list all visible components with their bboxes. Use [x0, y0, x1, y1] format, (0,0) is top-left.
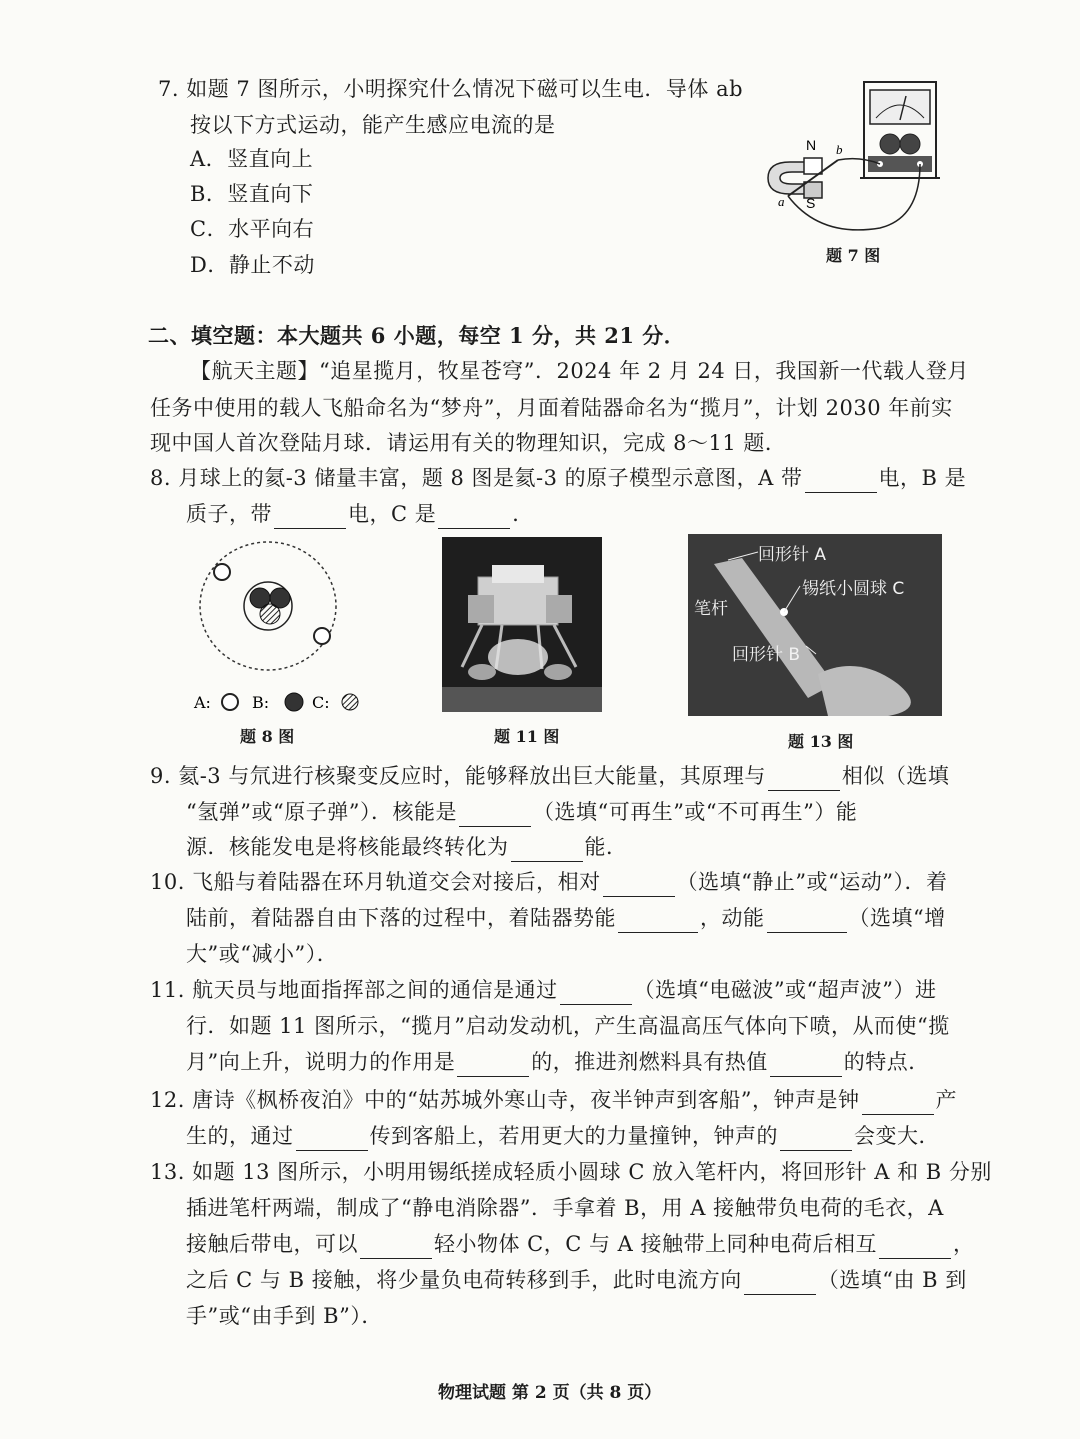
q8-blank-2[interactable]	[274, 506, 346, 529]
label-paperclip-a: 回形针 A	[758, 545, 827, 565]
q12-line1-text-b: 产	[935, 1088, 958, 1112]
q10-blank-1[interactable]	[603, 874, 675, 897]
legend-a-icon	[222, 694, 238, 710]
q8-line2-text-c: ．	[512, 502, 534, 526]
magnet-south-label: S	[806, 195, 816, 211]
q9-blank-3[interactable]	[511, 839, 583, 862]
q13-line2: 插进笔杆两端，制成了“静电消除器”．手拿着 B，用 A 接触带负电荷的毛衣，A	[186, 1196, 944, 1220]
section-2-title: 二、填空题：本大题共 6 小题，每空 1 分，共 21 分．	[148, 323, 686, 348]
conductor-b-label: b	[836, 142, 843, 157]
q9-line1-text-a: 9. 氦-3 与氘进行核聚变反应时，能够释放出巨大能量，其原理与	[150, 764, 766, 788]
q13-line4	[186, 1265, 967, 1295]
section-2-intro-line1: 【航天主题】“追星揽月，牧星苍穹”．2024 年 2 月 24 日，我国新一代载人登月	[190, 359, 969, 383]
label-pen-barrel: 笔杆	[694, 599, 728, 619]
q11-line1-text-a: 11. 航天员与地面指挥部之间的通信是通过	[150, 978, 558, 1002]
q8-line2-text-b: 电，C 是	[348, 502, 437, 526]
q9-line3	[186, 832, 628, 862]
q7-option-d: D．静止不动	[190, 253, 315, 277]
figure-8-atom-model	[190, 540, 370, 720]
lander-illustration	[442, 537, 602, 712]
q10-line2-text-b: ，动能	[700, 906, 765, 930]
q9-line2	[186, 797, 857, 827]
q7-option-a: A．竖直向上	[190, 147, 314, 171]
q13-line4-text-a: 之后 C 与 B 接触，将少量负电荷转移到手，此时电流方向	[186, 1268, 742, 1292]
q10-line2-text-c: （选填“增	[848, 906, 946, 930]
q12-blank-1[interactable]	[862, 1092, 934, 1115]
q13-line3	[186, 1229, 975, 1259]
q12-line1-text-a: 12. 唐诗《枫桥夜泊》中的“姑苏城外寒山寺，夜半钟声到客船”，钟声是钟	[150, 1088, 860, 1112]
q10-line2-text-a: 陆前，着陆器自由下落的过程中，着陆器势能	[186, 906, 616, 930]
q10-blank-3[interactable]	[767, 910, 847, 933]
q11-line3-text-c: 的特点．	[843, 1050, 930, 1074]
q8-line1-text-a: 8. 月球上的氦-3 储量丰富，题 8 图是氦-3 的原子模型示意图，A 带	[150, 466, 803, 490]
figure-7-apparatus	[760, 78, 950, 238]
q11-line3-text-b: 的，推进剂燃料具有热值	[531, 1050, 768, 1074]
q9-line2-text-a: “氢弹”或“原子弹”）．核能是	[186, 800, 457, 824]
q9-line3-text-a: 源．核能发电是将核能最终转化为	[186, 835, 509, 859]
label-paperclip-b: 回形针 B	[732, 645, 801, 665]
q10-blank-2[interactable]	[618, 910, 698, 933]
legend-a-label: A:	[194, 693, 211, 712]
q10-line1	[150, 867, 948, 897]
q7-option-b: B．竖直向下	[190, 182, 314, 206]
q7-stem-line1: 7. 如题 7 图所示，小明探究什么情况下磁可以生电．导体 ab	[158, 77, 744, 101]
q12-blank-2[interactable]	[296, 1128, 368, 1151]
section-2-intro-line2: 任务中使用的载人飞船命名为“梦舟”，月面着陆器命名为“揽月”，计划 2030 年前实	[150, 396, 953, 420]
q12-line2-text-c: 会变大．	[854, 1124, 940, 1148]
q10-line1-text-a: 10. 飞船与着陆器在环月轨道交会对接后，相对	[150, 870, 601, 894]
q13-blank-1[interactable]	[360, 1236, 432, 1259]
q10-line1-text-b: （选填“静止”或“运动”）．着	[676, 870, 948, 894]
q10-line2	[186, 903, 946, 933]
q11-line1-text-b: （选填“电磁波”或“超声波”）进	[633, 978, 937, 1002]
section-2-intro-line3: 现中国人首次登陆月球．请运用有关的物理知识，完成 8～11 题．	[150, 431, 787, 455]
q11-blank-3[interactable]	[770, 1054, 842, 1077]
q12-line1	[150, 1085, 957, 1115]
q8-blank-1[interactable]	[805, 470, 877, 493]
q10-line3: 大”或“减小”）．	[186, 942, 339, 966]
legend-b-icon	[285, 693, 303, 711]
q11-blank-1[interactable]	[560, 982, 632, 1005]
q9-line2-text-b: （选填“可再生”或“不可再生”）能	[532, 800, 858, 824]
q11-blank-2[interactable]	[457, 1054, 529, 1077]
q12-line2-text-a: 生的，通过	[186, 1124, 294, 1148]
q9-line1-text-b: 相似（选填	[841, 764, 950, 788]
q11-line2: 行．如题 11 图所示，“揽月”启动发动机，产生高温高压气体向下喷，从而使“揽	[186, 1014, 950, 1038]
q8-line2	[186, 499, 534, 529]
conductor-a-label: a	[778, 194, 785, 209]
figure-13-caption: 题 13 图	[788, 732, 854, 751]
q7-option-c: C．水平向右	[190, 217, 315, 241]
hand	[818, 666, 911, 716]
q8-blank-3[interactable]	[438, 506, 510, 529]
q9-blank-1[interactable]	[768, 768, 840, 791]
q8-line1-text-b: 电，B 是	[878, 466, 967, 490]
figure-13-static-eliminator-photo	[688, 534, 942, 716]
neutron	[260, 604, 280, 624]
q13-line3-text-b: 轻小物体 C，C 与 A 接触带上同种电荷后相互	[434, 1232, 878, 1256]
legend-c-icon	[342, 694, 358, 710]
q13-blank-3[interactable]	[744, 1272, 816, 1295]
page-footer: 物理试题 第 2 页（共 8 页）	[438, 1383, 662, 1403]
figure-11-lander-photo	[442, 537, 602, 712]
q11-line3-text-a: 月”向上升，说明力的作用是	[186, 1050, 456, 1074]
legend-c-label: C:	[312, 693, 330, 712]
q13-line5: 手”或“由手到 B”）．	[186, 1304, 383, 1328]
electron-a-bottom	[314, 628, 330, 644]
q9-blank-2[interactable]	[459, 804, 531, 827]
q11-line3	[186, 1047, 930, 1077]
q13-line3-text-a: 接触后带电，可以	[186, 1232, 358, 1256]
q7-stem-line2: 按以下方式运动，能产生感应电流的是	[190, 113, 556, 137]
legend-b-label: B:	[252, 693, 270, 712]
q8-line1	[150, 463, 966, 493]
q12-line2-text-b: 传到客船上，若用更大的力量撞钟，钟声的	[369, 1124, 778, 1148]
figure-8-caption: 题 8 图	[240, 727, 295, 746]
q13-line4-text-b: （选填“由 B 到	[817, 1268, 967, 1292]
q13-blank-2[interactable]	[879, 1236, 951, 1259]
magnet-north-label: N	[806, 137, 817, 153]
q9-line3-text-b: 能．	[584, 835, 628, 859]
q11-line1	[150, 975, 937, 1005]
q13-line1: 13. 如题 13 图所示，小明用锡纸搓成轻质小圆球 C 放入笔杆内，将回形针 A 和 B 分别	[150, 1160, 992, 1184]
q9-line1	[150, 761, 949, 791]
q8-line2-text-a: 质子，带	[186, 502, 272, 526]
figure-7-caption: 题 7 图	[826, 246, 881, 265]
electron-a-top	[214, 564, 230, 580]
q12-blank-3[interactable]	[780, 1128, 852, 1151]
figure-11-caption: 题 11 图	[494, 727, 560, 746]
q12-line2	[186, 1121, 940, 1151]
label-foil-ball-c: 锡纸小圆球 C	[802, 579, 905, 599]
q13-line3-text-c: ，	[953, 1232, 975, 1256]
